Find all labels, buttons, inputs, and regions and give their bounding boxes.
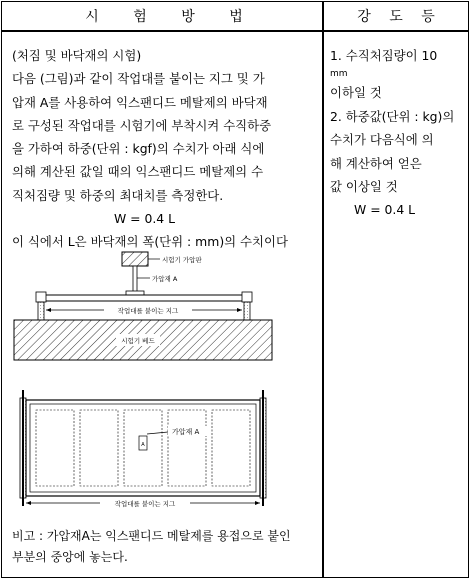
strength-item2-cont: 해 계산하여 얻은 (330, 155, 422, 171)
label-press-a-plan: 가압재 A (172, 428, 200, 436)
method-line: 로 구성된 작업대를 시험기에 부착시켜 수직하중 (12, 117, 272, 133)
label-test-bed: 시험기 베드 (121, 337, 155, 345)
strength-item2-cont: 값 이상일 것 (330, 179, 398, 195)
label-loader-plate: 시험기 가압판 (162, 256, 202, 264)
method-line: (처짐 및 바닥재의 시험) (12, 48, 142, 63)
test-setup-figure (0, 250, 322, 520)
method-line: 직처짐량 및 하중의 최대치를 측정한다. (12, 187, 224, 203)
remark-line: 비고 : 가압재A는 익스팬디드 메탈제를 용접으로 붙인 (12, 529, 291, 543)
column-divider (322, 1, 324, 578)
method-formula: W = 0.4 L (113, 211, 176, 227)
method-line: 의해 계산된 값일 때의 익스팬디드 메탈제의 수 (12, 164, 264, 180)
method-text (12, 44, 317, 254)
label-jig-top: 작업대를 붙이는 지그 (117, 307, 179, 315)
strength-text (330, 44, 468, 222)
press-rod (133, 266, 137, 292)
strength-item1: 1. 수직처짐량이 10 (330, 48, 438, 63)
strength-item2: 2. 하중값(단위 : kg)의 (330, 108, 455, 124)
remark-line: 부분의 중앙에 놓는다. (12, 550, 128, 564)
label-a: A (141, 442, 145, 448)
strength-item2-cont: 수치가 다음식에 의 (330, 132, 434, 148)
remark (12, 526, 320, 568)
method-line: 압재 A를 사용하여 익스팬디드 메탈제의 바닥재 (12, 94, 268, 110)
header-strength: 강 도 등 (357, 9, 435, 25)
platform (40, 295, 248, 301)
side-view (14, 252, 272, 360)
label-jig-bottom: 작업대를 붙이는 지그 (114, 500, 176, 508)
strength-item1-unit: mm (330, 69, 348, 80)
strength-item1-cont: 이하일 것 (330, 85, 382, 101)
method-definition: 이 식에서 L은 바닥재의 폭(단위 : mm)의 수치이다 (12, 234, 288, 250)
method-line: 다음 (그림)과 같이 작업대를 붙이는 지그 및 가 (12, 71, 265, 87)
method-line: 을 가하여 하중(단위 : kgf)의 수치가 아래 식에 (12, 141, 265, 157)
header-divider (1, 30, 469, 32)
strength-formula: W = 0.4 L (354, 202, 416, 218)
plan-view (20, 390, 266, 508)
header-test-method: 시 험 방 법 (85, 9, 243, 25)
loader-plate (122, 252, 148, 266)
label-press-a: 가압재 A (152, 275, 178, 283)
